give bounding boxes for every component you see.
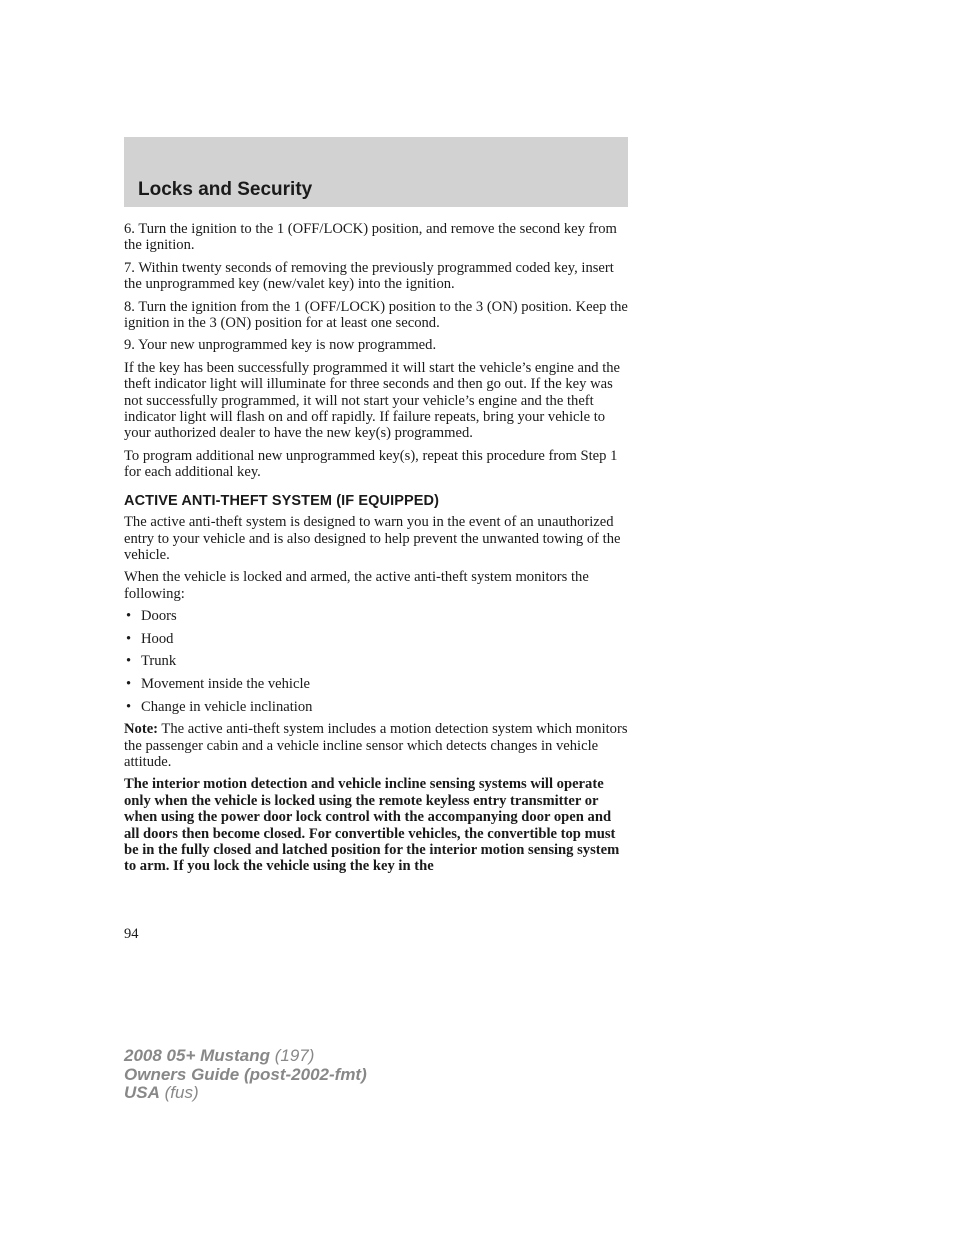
footer-model-code: (197) <box>270 1046 315 1065</box>
bullet-icon: • <box>126 698 132 715</box>
page-content <box>124 221 630 881</box>
document-footer <box>124 1047 367 1103</box>
monitors-intro: When the vehicle is locked and armed, the active anti-theft system monitors the following: <box>124 569 589 602</box>
footer-line-guide <box>124 1066 367 1085</box>
bullet-icon: • <box>126 608 132 625</box>
bullet-icon: • <box>126 630 132 647</box>
warning-paragraph: The interior motion detection and vehicle incline sensing systems will operate only when the vehicle is locked using the remote keyless entry transmitter or when using the power door lock control with the accompanying door open and all doors then become closed. For convertible vehicles, the convertible top must be in the fully closed and latched position for the interior motion sensing system to arm. If you lock the vehicle using the key in the <box>124 776 620 875</box>
footer-guide: Owners Guide (post-2002-fmt) <box>124 1064 367 1084</box>
list-item-text: Trunk <box>141 653 177 670</box>
note-text: The active anti-theft system includes a motion detection system which monitors the passenger cabin and a vehicle incline sensor which detects changes in vehicle attitude. <box>124 721 628 770</box>
footer-line-market <box>124 1084 367 1103</box>
list-item-text: Change in vehicle inclination <box>141 698 313 715</box>
list-item <box>124 653 630 669</box>
list-item <box>124 676 630 692</box>
footer-market: USA <box>124 1083 160 1102</box>
anti-theft-intro: The active anti-theft system is designed to warn you in the event of an unauthorized entry to your vehicle and is also designed to help prevent the unwanted towing of the vehicle. <box>124 514 621 563</box>
step-9: 9. Your new unprogrammed key is now programmed. <box>124 337 437 354</box>
bullet-icon: • <box>126 675 132 692</box>
list-item-text: Movement inside the vehicle <box>141 675 310 692</box>
section-title: Locks and Security <box>138 179 313 200</box>
result-paragraph: If the key has been successfully programmed it will start the vehicle’s engine and the theft indicator light will illuminate for three seconds and then go out. If the key was not successfully programmed, it will not start your vehicle’s engine and the theft indicator light will flash on and off rapidly. If failure repeats, bring your vehicle to your authorized dealer to have the new key(s) programmed. <box>124 359 621 442</box>
note-paragraph <box>124 721 630 770</box>
section-header-band <box>124 137 628 207</box>
footer-model: 2008 05+ Mustang <box>124 1046 270 1065</box>
bullet-icon: • <box>126 653 132 670</box>
list-item <box>124 699 630 715</box>
step-7: 7. Within twenty seconds of removing the previously programmed coded key, insert the unprogrammed key (new/valet key) into the ignition. <box>124 259 614 293</box>
additional-keys-paragraph: To program additional new unprogrammed key(s), repeat this procedure from Step 1 for each additional key. <box>124 447 618 481</box>
list-item-text: Hood <box>141 630 174 647</box>
page-number: 94 <box>124 926 139 942</box>
step-6: 6. Turn the ignition to the 1 (OFF/LOCK) position, and remove the second key from the ignition. <box>124 221 617 254</box>
footer-line-model <box>124 1047 367 1066</box>
monitored-items-list <box>124 608 630 715</box>
list-item <box>124 608 630 624</box>
step-8: 8. Turn the ignition from the 1 (OFF/LOCK) position to the 3 (ON) position. Keep the ignition in the 3 (ON) position for at least one second. <box>124 298 628 332</box>
footer-market-code: (fus) <box>159 1083 199 1102</box>
list-item-text: Doors <box>141 608 177 625</box>
anti-theft-heading: ACTIVE ANTI-THEFT SYSTEM (IF EQUIPPED) <box>124 492 440 509</box>
list-item <box>124 631 630 647</box>
note-label: Note: <box>124 721 159 738</box>
